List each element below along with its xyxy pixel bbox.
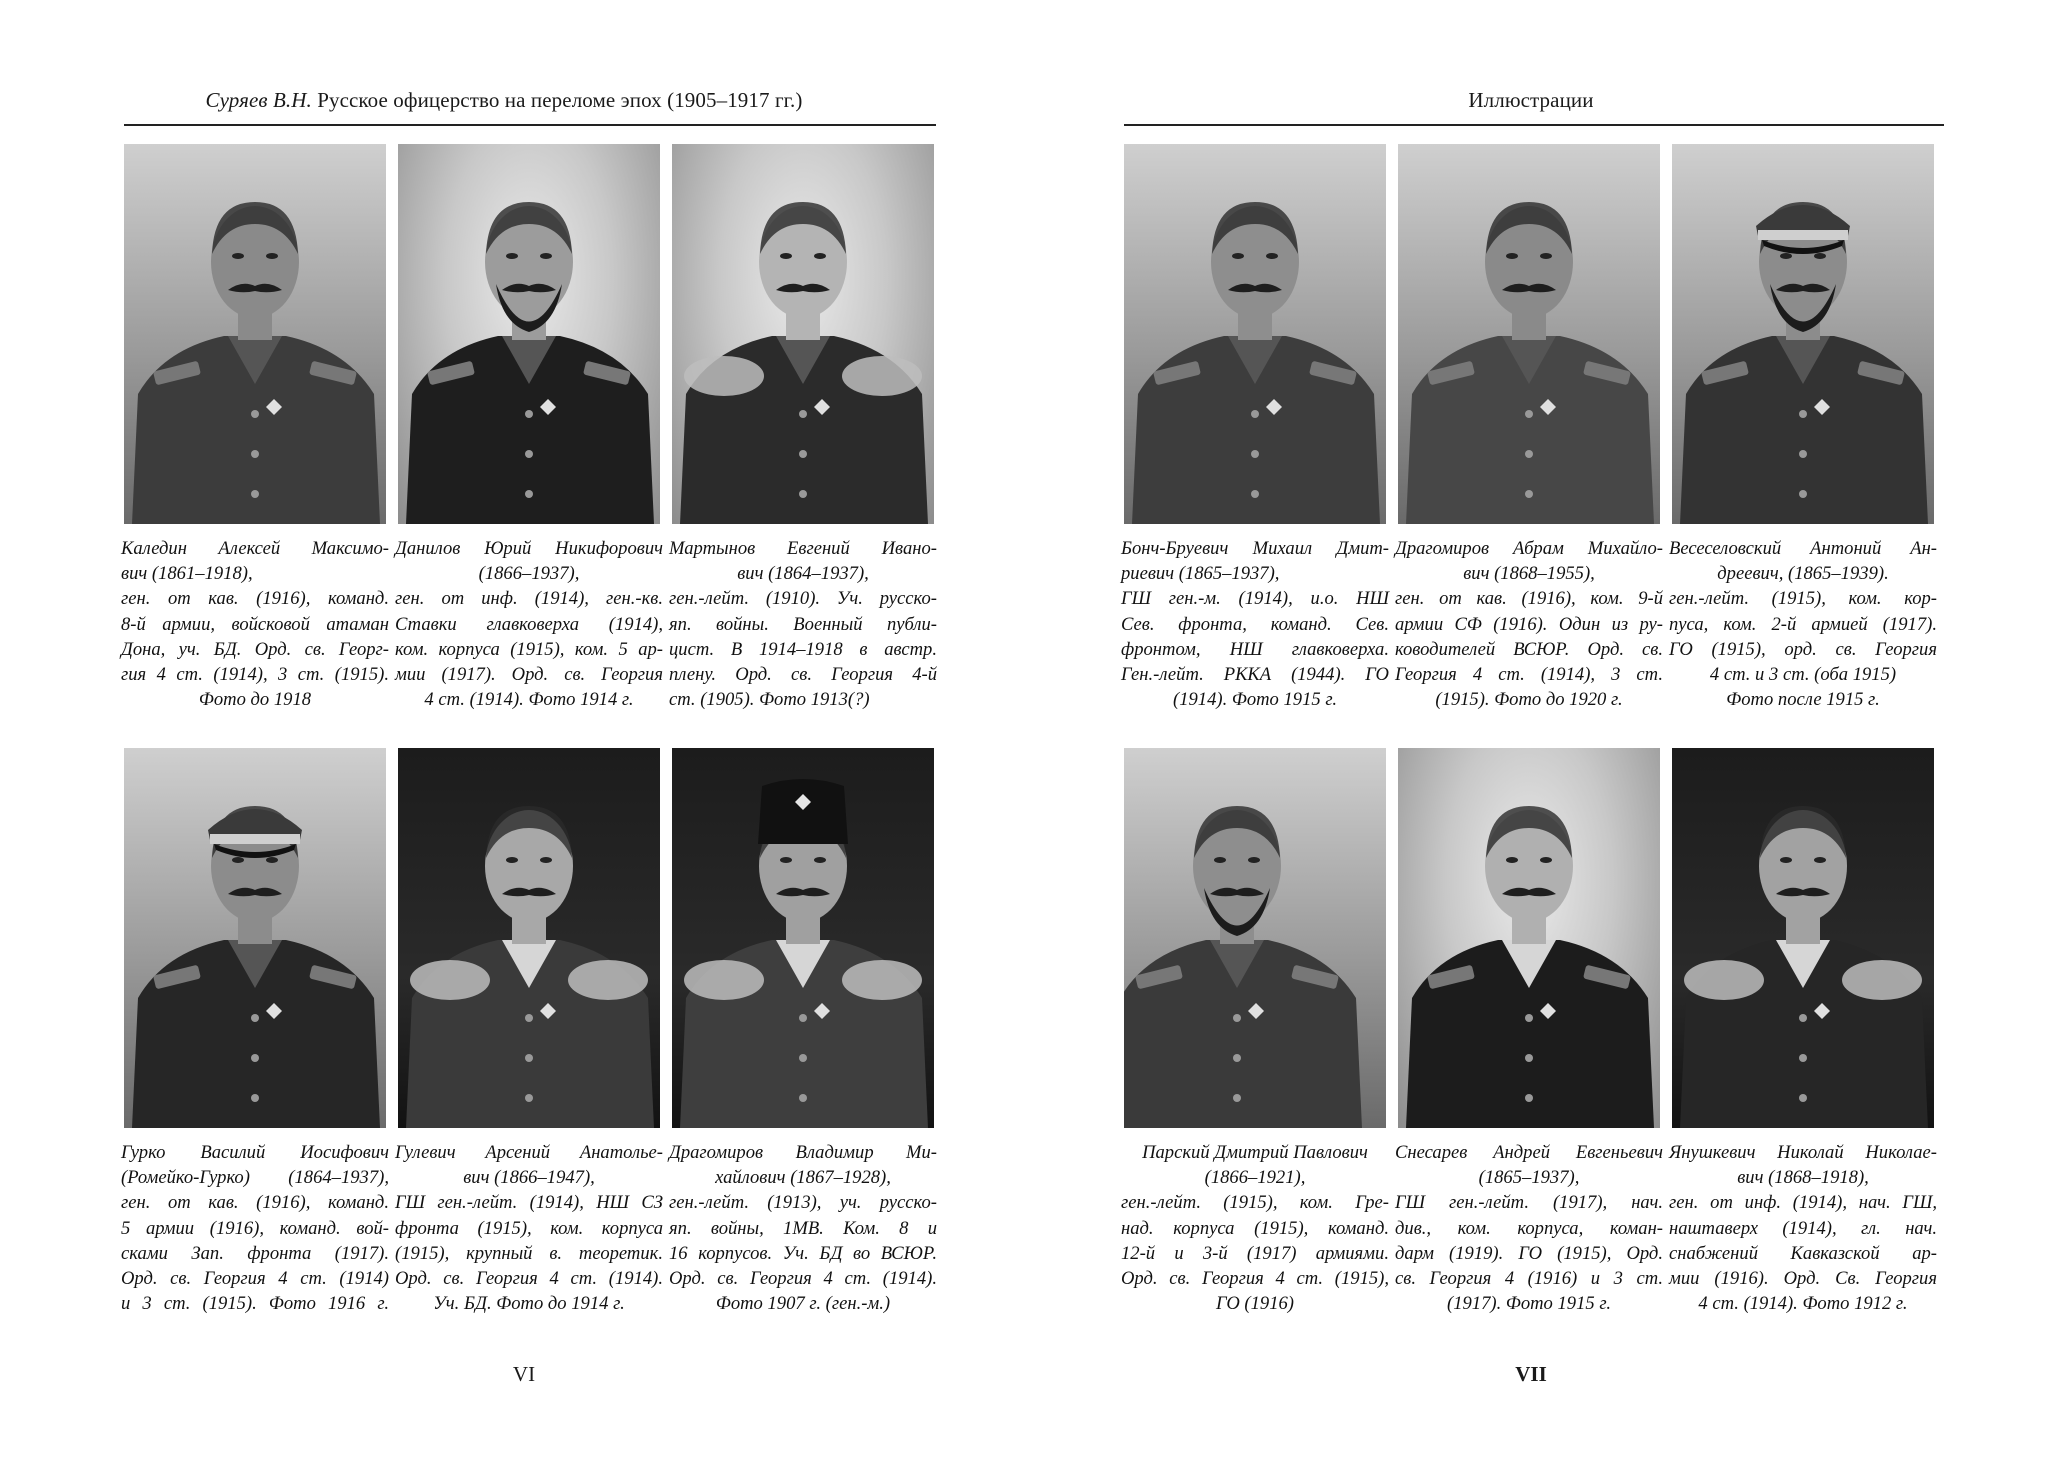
portrait-silhouette bbox=[398, 748, 660, 1128]
portrait-silhouette bbox=[672, 748, 934, 1128]
caption-line: вич (1861–1918), bbox=[121, 563, 253, 585]
portrait-caption bbox=[395, 536, 663, 712]
caption-line: мии (1917). Орд. св. Георгия bbox=[395, 664, 663, 686]
portrait-caption bbox=[395, 1140, 663, 1316]
caption-line: (1865–1937), bbox=[1478, 1167, 1580, 1189]
caption-line: 4 ст. и 3 ст. (оба 1915) bbox=[1709, 664, 1897, 686]
caption-line: ген.-лейт. (1915), ком. кор- bbox=[1669, 588, 1937, 610]
portrait-silhouette bbox=[1672, 748, 1934, 1128]
portrait-silhouette bbox=[1398, 144, 1660, 524]
portrait-photo bbox=[398, 748, 660, 1128]
running-head-title: Русское офицерство на переломе эпох (1905–1917 гг.) bbox=[317, 88, 803, 112]
caption-line: 16 корпусов. Уч. БД во ВСЮР. bbox=[669, 1242, 937, 1264]
caption-line: Снесарев Андрей Евгеньевич bbox=[1395, 1142, 1663, 1163]
caption-line: ген. от кав. (1916), ком. 9-й bbox=[1395, 588, 1663, 610]
portrait-caption bbox=[121, 536, 389, 712]
caption-line: риевич (1865–1937), bbox=[1121, 563, 1280, 585]
caption-line: над. корпуса (1915), команд. bbox=[1121, 1217, 1389, 1239]
caption-line: 4 ст. (1914). Фото 1912 г. bbox=[1698, 1293, 1908, 1315]
caption-line: дарм (1919). ГО (1915), Орд. bbox=[1395, 1242, 1663, 1264]
caption-line: вич (1866–1947), bbox=[463, 1167, 595, 1189]
caption-line: фронтом, НШ главковерха. bbox=[1121, 638, 1389, 660]
caption-line: хайлович (1867–1928), bbox=[715, 1167, 891, 1189]
caption-line: Драгомиров Абрам Михайло- bbox=[1395, 538, 1663, 559]
caption-line: цист. В 1914–1918 в австр. bbox=[669, 638, 937, 660]
portrait-silhouette bbox=[1124, 748, 1386, 1128]
caption-line: ГШ ген.-м. (1914), и.о. НШ bbox=[1121, 588, 1389, 610]
caption-line: наштаверх (1914), гл. нач. bbox=[1669, 1217, 1937, 1239]
caption-line: 8-й армии, войсковой атаман bbox=[121, 613, 389, 635]
caption-line: св. Георгия 4 (1916) и 3 ст. bbox=[1395, 1268, 1663, 1290]
caption-line: Фото до 1918 bbox=[198, 689, 312, 711]
caption-line: Фото после 1915 г. bbox=[1726, 689, 1880, 711]
caption-line: ГО (1915), орд. св. Георгия bbox=[1669, 638, 1937, 660]
caption-line: (1866–1937), bbox=[478, 563, 580, 585]
portrait-silhouette bbox=[1124, 144, 1386, 524]
caption-line: вич (1864–1937), bbox=[737, 563, 869, 585]
portrait-photo bbox=[1398, 748, 1660, 1128]
portrait-silhouette bbox=[1398, 748, 1660, 1128]
caption-line: гия 4 ст. (1914), 3 ст. (1915). bbox=[121, 664, 389, 686]
caption-line: ген. от кав. (1916), команд. bbox=[121, 1192, 389, 1214]
caption-line: (1914). Фото 1915 г. bbox=[1173, 689, 1337, 711]
caption-line: Фото 1907 г. (ген.-м.) bbox=[715, 1293, 891, 1315]
caption-line: Орд. св. Георгия 4 ст. (1915), bbox=[1121, 1268, 1389, 1290]
caption-line: Орд. св. Георгия 4 ст. (1914). bbox=[395, 1268, 663, 1290]
right-page bbox=[1024, 0, 2048, 1459]
caption-line: мии (1916). Орд. Св. Георгия bbox=[1669, 1268, 1937, 1290]
portrait-photo bbox=[672, 748, 934, 1128]
portrait-photo bbox=[124, 748, 386, 1128]
portrait-caption bbox=[1121, 1140, 1389, 1316]
caption-line: 12-й и 3-й (1917) армиями. bbox=[1121, 1242, 1389, 1264]
caption-line: ст. (1905). Фото 1913(?) bbox=[669, 689, 870, 711]
caption-line: ген. от инф. (1914), ген.-кв. bbox=[395, 588, 663, 610]
header-rule bbox=[1124, 124, 1944, 126]
caption-line: (1915), крупный в. теоретик. bbox=[395, 1242, 663, 1264]
caption-line: дреевич, (1865–1939). bbox=[1717, 563, 1889, 585]
portrait-silhouette bbox=[124, 144, 386, 524]
caption-line: Сев. фронта, команд. Сев. bbox=[1121, 613, 1389, 635]
caption-line: ген.-лейт. (1913), уч. русско- bbox=[669, 1192, 937, 1214]
caption-line: Уч. БД. Фото до 1914 г. bbox=[433, 1293, 625, 1315]
caption-line: ген. от инф. (1914), нач. ГШ, bbox=[1669, 1192, 1937, 1214]
caption-line: сками Зап. фронта (1917). bbox=[121, 1242, 389, 1264]
caption-line: Дона, уч. БД. Орд. св. Георг- bbox=[121, 638, 389, 660]
caption-line: Гулевич Арсений Анатолье- bbox=[395, 1142, 663, 1163]
caption-line: пуса, ком. 2-й армией (1917). bbox=[1669, 613, 1937, 635]
caption-line: Данилов Юрий Никифорович bbox=[395, 538, 663, 559]
caption-line: Гурко Василий Иосифович bbox=[121, 1142, 389, 1163]
portrait-photo bbox=[1398, 144, 1660, 524]
portrait-caption bbox=[669, 536, 937, 712]
caption-line: ГШ ген.-лейт. (1917), нач. bbox=[1395, 1192, 1663, 1214]
caption-line: Мартынов Евгений Ивано- bbox=[669, 538, 937, 559]
page-number: VI bbox=[512, 1362, 536, 1386]
caption-line: (1917). Фото 1915 г. bbox=[1447, 1293, 1611, 1315]
caption-line: Весеселовский Антоний Ан- bbox=[1669, 538, 1937, 559]
caption-line: и 3 ст. (1915). Фото 1916 г. bbox=[121, 1293, 389, 1315]
portrait-photo bbox=[1672, 144, 1934, 524]
portrait-silhouette bbox=[1672, 144, 1934, 524]
caption-line: див., ком. корпуса, коман- bbox=[1395, 1217, 1663, 1239]
portrait-caption bbox=[121, 1140, 389, 1316]
portrait-caption bbox=[1395, 536, 1663, 712]
caption-line: Орд. св. Георгия 4 ст. (1914) bbox=[121, 1268, 389, 1290]
caption-line: Драгомиров Владимир Ми- bbox=[669, 1142, 937, 1163]
portrait-photo bbox=[1124, 748, 1386, 1128]
caption-line: Ген.-лейт. РККА (1944). ГО bbox=[1121, 664, 1389, 686]
caption-line: 4 ст. (1914). Фото 1914 г. bbox=[424, 689, 634, 711]
portrait-photo bbox=[1124, 144, 1386, 524]
portrait-silhouette bbox=[672, 144, 934, 524]
caption-line: ком. корпуса (1915), ком. 5 ар- bbox=[395, 638, 663, 660]
caption-line: ген.-лейт. (1915), ком. Гре- bbox=[1121, 1192, 1389, 1214]
portrait-silhouette bbox=[398, 144, 660, 524]
caption-line: (Ромейко-Гурко) (1864–1937), bbox=[121, 1167, 389, 1189]
page-number: VII bbox=[1515, 1362, 1547, 1386]
caption-line: ген. от кав. (1916), команд. bbox=[121, 588, 389, 610]
caption-line: армии СФ (1916). Один из ру- bbox=[1395, 613, 1663, 635]
caption-line: яп. войны. Военный публи- bbox=[669, 613, 937, 635]
caption-line: вич (1868–1918), bbox=[1737, 1167, 1869, 1189]
header-rule bbox=[124, 124, 936, 126]
portrait-photo bbox=[124, 144, 386, 524]
caption-line: Ставки главковерха (1914), bbox=[395, 613, 663, 635]
running-head-author: Суряев В.Н. bbox=[205, 88, 312, 112]
caption-line: (1866–1921), bbox=[1204, 1167, 1306, 1189]
caption-line: ген.-лейт. (1910). Уч. русско- bbox=[669, 588, 937, 610]
caption-line: плену. Орд. св. Георгия 4-й bbox=[669, 664, 937, 686]
caption-line: вич (1868–1955), bbox=[1463, 563, 1595, 585]
caption-line: (1915). Фото до 1920 г. bbox=[1435, 689, 1623, 711]
portrait-caption bbox=[1121, 536, 1389, 712]
caption-line: фронта (1915), ком. корпуса bbox=[395, 1217, 663, 1239]
caption-line: Бонч-Бруевич Михаил Дмит- bbox=[1121, 538, 1389, 559]
caption-line: яп. войны, 1МВ. Ком. 8 и bbox=[669, 1217, 937, 1239]
caption-line: ководителей ВСЮР. Орд. св. bbox=[1395, 638, 1663, 660]
running-head: Иллюстрации bbox=[1468, 88, 1594, 112]
running-head bbox=[0, 88, 1000, 113]
portrait-photo bbox=[398, 144, 660, 524]
caption-line: Орд. св. Георгия 4 ст. (1914). bbox=[669, 1268, 937, 1290]
portrait-photo bbox=[672, 144, 934, 524]
caption-line: 5 армии (1916), команд. вой- bbox=[121, 1217, 389, 1239]
caption-line: снабжений Кавказской ар- bbox=[1669, 1242, 1937, 1264]
caption-line: ГШ ген.-лейт. (1914), НШ СЗ bbox=[395, 1192, 663, 1214]
caption-line: Янушкевич Николай Николае- bbox=[1669, 1142, 1937, 1163]
portrait-caption bbox=[669, 1140, 937, 1316]
caption-line: Парский Дмитрий Павлович bbox=[1142, 1142, 1368, 1163]
caption-line: Георгия 4 ст. (1914), 3 ст. bbox=[1395, 664, 1663, 686]
portrait-caption bbox=[1669, 1140, 1937, 1316]
portrait-silhouette bbox=[124, 748, 386, 1128]
portrait-photo bbox=[1672, 748, 1934, 1128]
caption-line: Каледин Алексей Максимо- bbox=[121, 538, 389, 559]
portrait-caption bbox=[1669, 536, 1937, 712]
portrait-caption bbox=[1395, 1140, 1663, 1316]
caption-line: ГО (1916) bbox=[1216, 1293, 1294, 1315]
